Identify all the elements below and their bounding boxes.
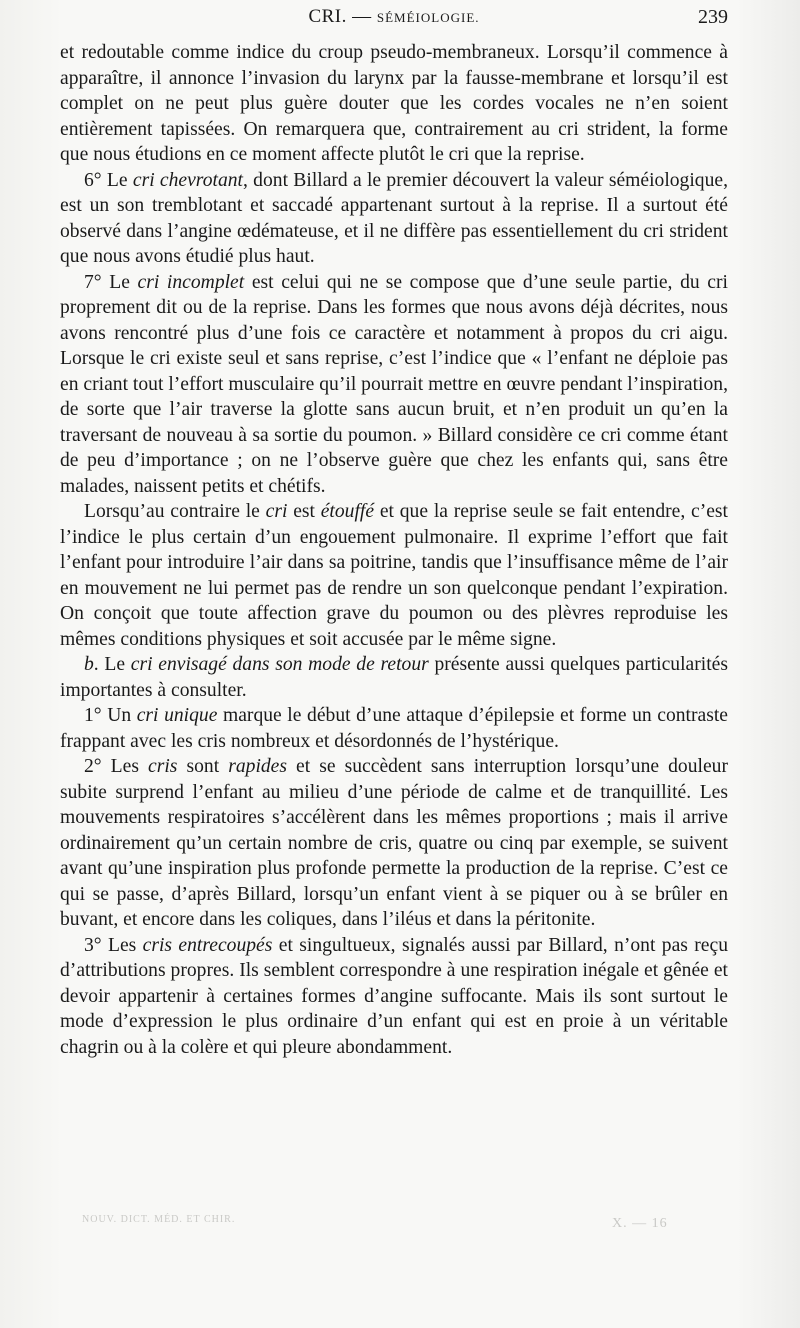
text-run: 7° Le: [84, 271, 138, 293]
italic-term: rapides: [228, 756, 287, 777]
footer-note: NOUV. DICT. MÉD. ET CHIR.: [82, 1214, 236, 1225]
text-run: est celui qui ne se compose que d’une seule partie, du cri proprement dit ou de la reprise. Dans les formes que nous avons déjà décrites, nous avons rencontré plus d’une fois ce caractère et notamment à propos du cri aigu. Lorsque le cri existe seul et sans reprise, c’est l’indice que « l’enfant ne déploie pas en criant tout l’effort musculaire qu’il pourrait mettre en œuvre pendant l’inspiration, de sorte que l’air traverse la glotte sans aucun bruit, et n’en produit un qu’en la traversant de nouveau à sa sortie du poumon. » Billard considère ce cri comme étant de peu d’importance ; on ne l’observe guère que chez les enfants qui, sans être malades, naissent petits et chétifs.: [60, 271, 728, 497]
italic-term: étouffé: [320, 501, 375, 522]
text-run: et redoutable comme indice du croup pseudo-membraneux. Lorsqu’il commence à apparaître, il annonce l’invasion du larynx par la fausse-membrane et lorsqu’il est complet on ne peut plus guère douter que les cordes vocales ne n’en soient entièrement tapissées. On remarquera que, contrairement au cri strident, la forme que nous étudions en ce moment affecte plutôt le cri que la reprise.: [60, 42, 728, 165]
page-number: 239: [698, 6, 728, 28]
italic-term: cris: [148, 756, 178, 777]
paragraph: [60, 652, 728, 703]
paragraph: [60, 933, 728, 1061]
text-run: . Le: [93, 654, 131, 675]
text-run: 6° Le: [84, 169, 133, 191]
text-run: et singultueux, signalés aussi par Billard, n’ont pas reçu d’attributions propres. Ils semblent correspondre à une respiration inégale et gênée et devoir appartenir à certaines formes d’angine suffocante. Mais ils sont surtout le mode d’expression le plus ordinaire d’un enfant qui est en proie à un véritable chagrin ou à la colère et qui pleure abondamment.: [60, 934, 728, 1058]
italic-term: cri envisagé dans son mode de retour: [130, 654, 429, 675]
text-run: 1° Un: [84, 705, 137, 726]
paragraph: [60, 168, 728, 270]
header-left: CRI. —: [308, 6, 372, 27]
italic-term: cri incomplet: [137, 271, 245, 293]
text-run: présente aussi quelques particularités importantes à consulter.: [60, 654, 728, 701]
italic-term: cri unique: [136, 705, 218, 726]
paragraph: [60, 754, 728, 933]
footer-signature: X. — 16: [612, 1216, 668, 1231]
paragraph: [60, 499, 728, 652]
text-run: , dont Billard a le premier découvert la valeur séméiologique, est un son tremblotant et saccadé appartenant surtout à la reprise. Il a surtout été observé dans l’angine œdémateuse, et il ne diffère pas essentiellement du cri strident que nous avons étudié plus haut.: [60, 169, 728, 267]
running-head-title: [60, 6, 728, 28]
italic-term: cris entrecoupés: [142, 934, 273, 956]
text-run: et que la reprise seule se fait entendre, c’est l’indice le plus certain d’un engouement pulmonaire. Il exprime l’effort que fait l’enfant pour introduire l’air dans sa poitrine, tandis que l’insuffisance même de l’air en mouvement ne lui permet pas de rendre un son quelconque pendant l’expiration. On conçoit que toute affection grave du poumon ou des plèvres reproduise les mêmes conditions physiques et soit accusée par le même signe.: [60, 501, 728, 650]
paragraph: [60, 270, 728, 500]
italic-term: b: [84, 654, 94, 675]
italic-term: cri: [265, 501, 288, 522]
text-run: et se succèdent sans interruption lorsqu’une douleur subite surprend l’enfant au milieu d’une période de calme et de tranquillité. Les mouvements respiratoires s’accélèrent dans les mêmes proportions ; mais il arrive ordinairement qu’un certain nombre de cris, quatre ou cinq par exemple, se suivent avant qu’une inspiration plus profonde permette la production de la reprise. C’est ce qui se passe, d’après Billard, lorsqu’un enfant vient à se piquer ou à se brûler en buvant, et encore dans les coliques, dans l’iléus et dans la péritonite.: [60, 756, 728, 930]
running-header: [60, 6, 728, 32]
text-run: est: [287, 501, 321, 522]
paragraph: [60, 703, 728, 754]
italic-term: cri chevrotant: [132, 169, 243, 191]
paragraph: [60, 40, 728, 168]
text-run: 2° Les: [84, 756, 149, 777]
text-run: marque le début d’une attaque d’épilepsie et forme un contraste frappant avec les cris nombreux et désordonnés de l’hystérique.: [60, 705, 728, 752]
show-through-footer: [82, 1214, 682, 1231]
text-run: Lorsqu’au contraire le: [84, 501, 266, 522]
header-section: SÉMÉIOLOGIE.: [376, 10, 480, 25]
text-run: 3° Les: [84, 934, 143, 956]
body-text: [60, 40, 728, 1060]
text-run: sont: [177, 756, 229, 777]
